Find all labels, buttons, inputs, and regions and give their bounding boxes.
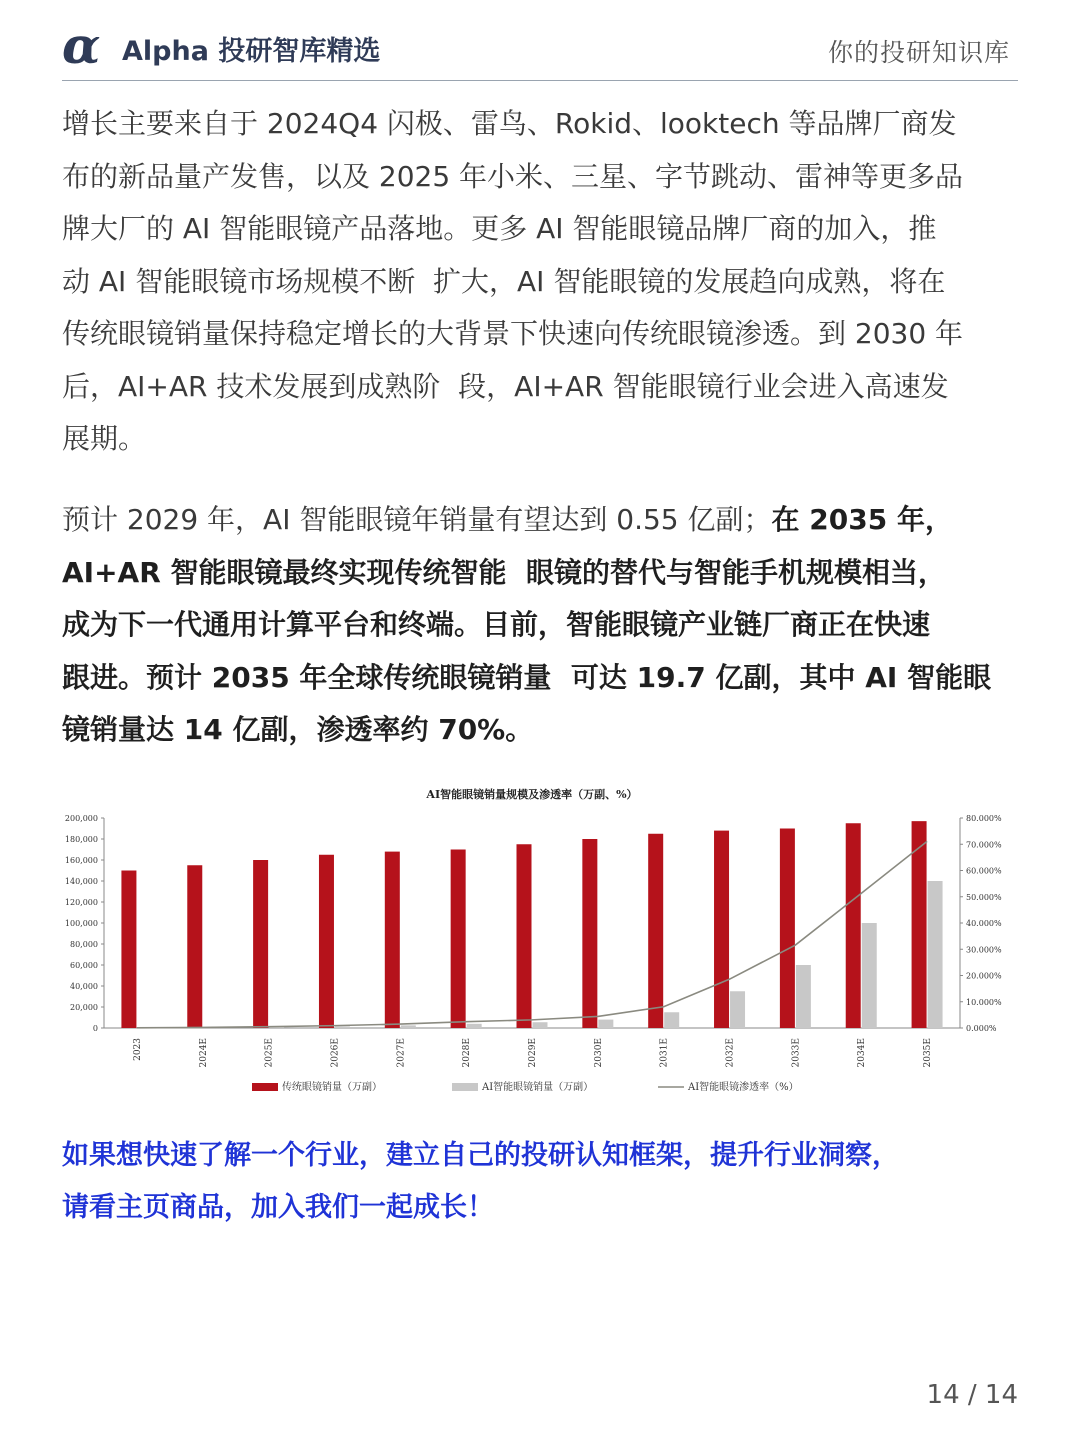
y-right-tick-label: 0.000% xyxy=(966,1024,997,1033)
x-tick-label: 2032E xyxy=(725,1038,736,1068)
x-tick-label: 2028E xyxy=(462,1038,473,1068)
call-to-action xyxy=(62,1130,1022,1234)
bar-ai-glasses xyxy=(598,1020,613,1028)
bar-ai-glasses xyxy=(401,1025,416,1028)
paragraph-bold-text: 在 2035 年， xyxy=(771,503,953,536)
paragraph-bold-line: AI+AR 智能眼镜最终实现传统智能 眼镜的替代与智能手机规模相当， xyxy=(62,555,947,589)
y-right-tick-label: 60.000% xyxy=(966,866,1002,876)
y-left-tick-label: 180,000 xyxy=(64,835,98,844)
bar-traditional xyxy=(648,834,663,1028)
body-paragraph-2 xyxy=(62,494,1022,757)
y-right-tick-label: 20.000% xyxy=(966,971,1002,981)
y-right-tick-label: 40.000% xyxy=(966,919,1002,928)
legend-label-penetration: AI智能眼镜渗透率（%） xyxy=(688,1082,799,1093)
y-left-tick-label: 0 xyxy=(92,1024,98,1033)
paragraph-line: 增长主要来自于 2024Q4 闪极、雷鸟、Rokid、looktech 等品牌厂商发 xyxy=(62,107,957,140)
y-right-tick-label: 10.000% xyxy=(966,997,1002,1007)
x-tick-label: 2026E xyxy=(330,1038,341,1068)
bar-traditional xyxy=(780,829,795,1029)
paragraph-line xyxy=(62,494,1022,547)
bar-traditional xyxy=(253,860,268,1028)
legend-swatch-ai-glasses xyxy=(452,1083,478,1091)
bar-traditional xyxy=(714,831,729,1028)
chart-title: AI智能眼镜销量规模及渗透率（万副、%） xyxy=(426,788,638,801)
paragraph-line: 牌大厂的 AI 智能眼镜产品落地。更多 AI 智能眼镜品牌厂商的加入，推 xyxy=(62,212,937,245)
x-tick-label: 2030E xyxy=(593,1038,604,1068)
alpha-logo-icon: α xyxy=(62,16,101,75)
paragraph-line: 传统眼镜销量保持稳定增长的大背景下快速向传统眼镜渗透。到 2030 年 xyxy=(62,317,964,350)
paragraph-bold-line: 成为下一代通用计算平台和终端。目前，智能眼镜产业链厂商正在快速 xyxy=(62,608,931,641)
bar-ai-glasses xyxy=(533,1022,548,1028)
paragraph-line: 动 AI 智能眼镜市场规模不断 扩大，AI 智能眼镜的发展趋向成熟，将在 xyxy=(62,264,946,298)
bar-ai-glasses xyxy=(862,923,877,1028)
x-tick-label: 2035E xyxy=(923,1038,934,1068)
bar-ai-glasses xyxy=(664,1012,679,1028)
y-left-tick-label: 80,000 xyxy=(70,940,98,949)
x-tick-label: 2033E xyxy=(791,1038,802,1068)
legend-swatch-traditional xyxy=(252,1083,278,1091)
bar-traditional xyxy=(846,823,861,1028)
x-tick-label: 2031E xyxy=(659,1038,670,1068)
y-right-tick-label: 50.000% xyxy=(966,892,1002,902)
page-number: 14 / 14 xyxy=(926,1380,1018,1410)
bar-ai-glasses xyxy=(467,1024,482,1028)
bar-traditional xyxy=(517,844,532,1028)
x-tick-label: 2024E xyxy=(198,1038,209,1068)
bar-ai-glasses xyxy=(335,1026,350,1028)
bar-ai-glasses xyxy=(796,965,811,1028)
sales-penetration-chart xyxy=(60,778,1020,1108)
legend-label-ai-glasses: AI智能眼镜销量（万副） xyxy=(482,1082,594,1093)
bar-ai-glasses xyxy=(730,991,745,1028)
y-right-tick-label: 30.000% xyxy=(966,945,1002,955)
x-tick-label: 2027E xyxy=(396,1038,407,1068)
bar-traditional xyxy=(121,871,136,1029)
x-tick-label: 2023 xyxy=(132,1038,143,1061)
y-right-tick-label: 80.000% xyxy=(966,814,1002,823)
paragraph-text: 预计 2029 年，AI 智能眼镜年销量有望达到 0.55 亿副； xyxy=(62,503,772,536)
legend-label-traditional: 传统眼镜销量（万副） xyxy=(282,1082,382,1093)
brand-name: Alpha 投研智库精选 xyxy=(122,36,381,67)
bar-traditional xyxy=(319,855,334,1028)
x-tick-label: 2034E xyxy=(857,1038,868,1068)
y-left-tick-label: 120,000 xyxy=(64,898,98,907)
cta-line: 请看主页商品，加入我们一起成长！ xyxy=(62,1192,494,1223)
y-left-tick-label: 160,000 xyxy=(64,856,98,865)
paragraph-line: 布的新品量产发售，以及 2025 年小米、三星、字节跳动、雷神等更多品 xyxy=(62,159,964,193)
bar-traditional xyxy=(187,865,202,1028)
x-tick-label: 2025E xyxy=(264,1038,275,1068)
x-tick-label: 2029E xyxy=(528,1038,538,1068)
bar-ai-glasses xyxy=(928,881,943,1028)
y-left-tick-label: 200,000 xyxy=(64,814,98,823)
y-right-tick-label: 70.000% xyxy=(966,840,1002,850)
page-header xyxy=(62,18,1018,81)
y-left-tick-label: 40,000 xyxy=(70,982,98,991)
paragraph-bold-line: 跟进。预计 2035 年全球传统眼镜销量 可达 19.7 亿副，其中 AI 智能眼 xyxy=(62,660,992,694)
paragraph-line: 后，AI+AR 技术发展到成熟阶 段，AI+AR 智能眼镜行业会进入高速发 xyxy=(62,369,949,403)
bar-traditional xyxy=(582,839,597,1028)
header-tagline: 你的投研知识库 xyxy=(827,38,1010,67)
y-left-tick-label: 60,000 xyxy=(70,961,98,970)
cta-line: 如果想快速了解一个行业，建立自己的投研认知框架，提升行业洞察， xyxy=(62,1140,899,1171)
paragraph-bold-line: 镜销量达 14 亿副，渗透率约 70%。 xyxy=(62,713,534,746)
bar-traditional xyxy=(451,850,466,1029)
body-paragraph-1 xyxy=(62,98,1022,466)
y-left-tick-label: 140,000 xyxy=(64,877,98,886)
y-left-tick-label: 20,000 xyxy=(70,1003,98,1012)
bar-traditional xyxy=(385,852,400,1028)
y-left-tick-label: 100,000 xyxy=(64,919,98,928)
paragraph-line: 展期。 xyxy=(62,422,147,455)
